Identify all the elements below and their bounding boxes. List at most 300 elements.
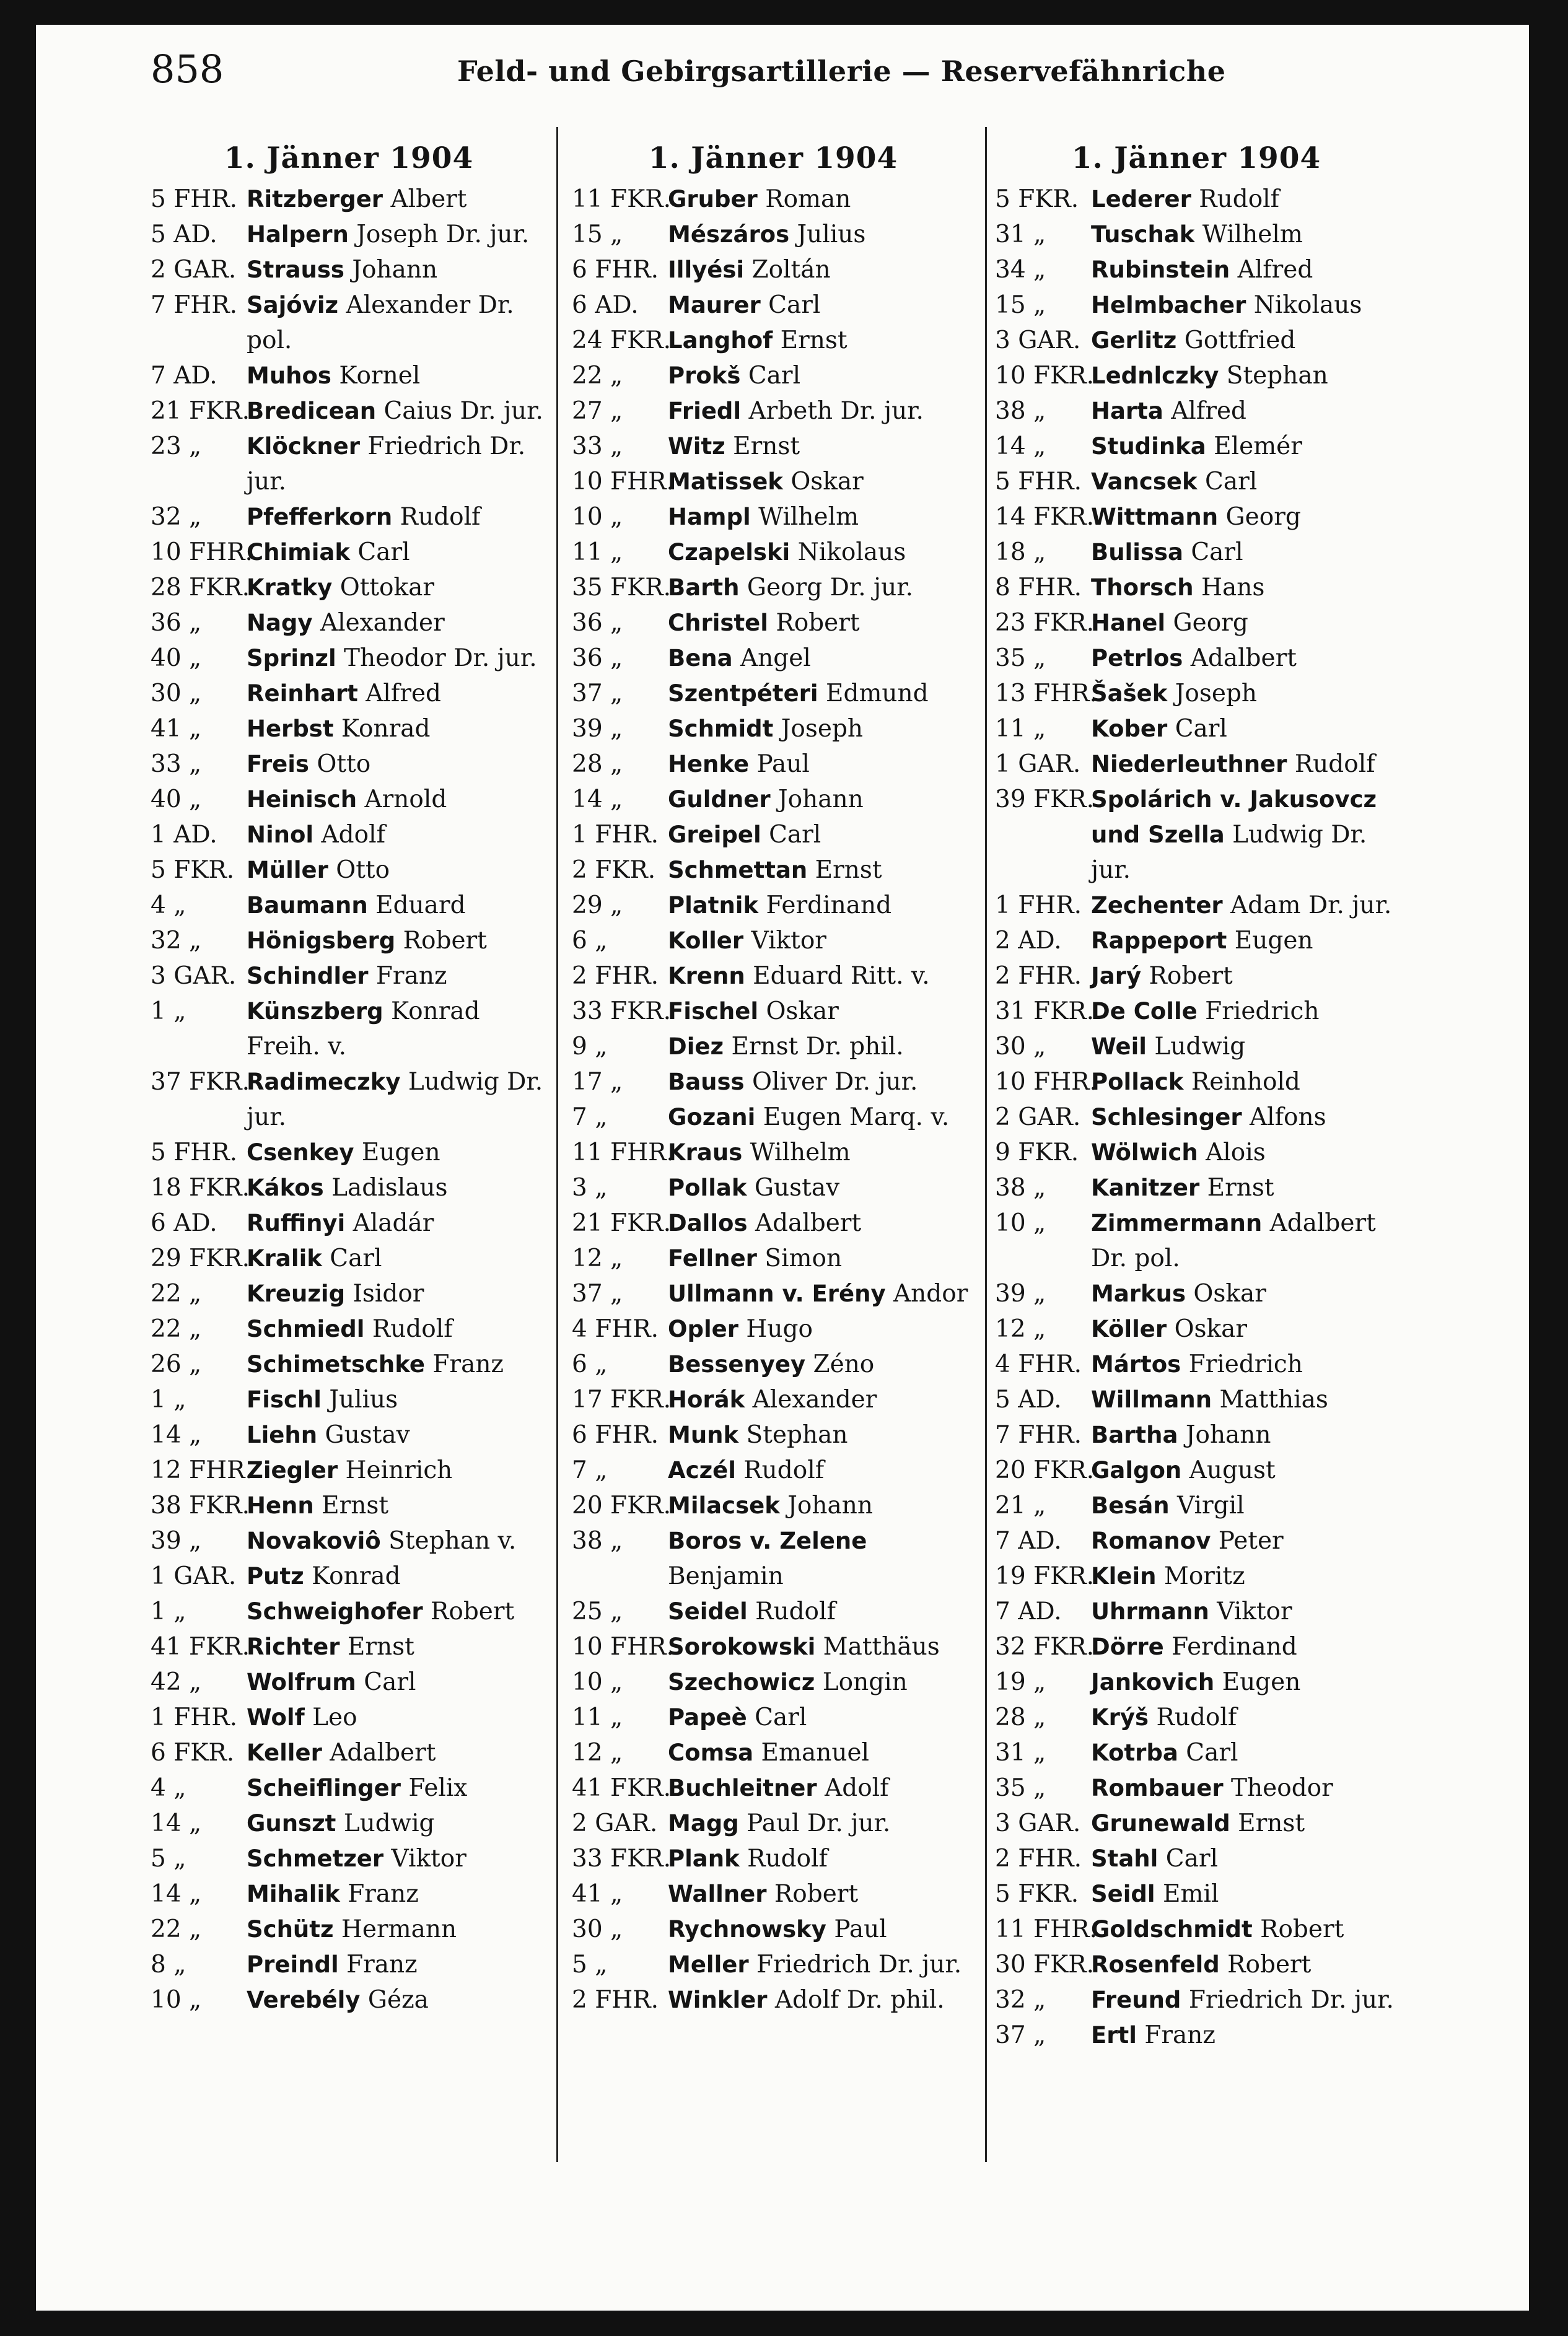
rank-unit [995,323,1091,358]
rank-unit [572,605,668,641]
person-name [668,1841,975,1876]
list-item [572,1629,975,1665]
surname: Wolfrum [247,1669,356,1695]
person-name [668,1488,975,1523]
unit-abbrev: „ [1033,1739,1046,1767]
rank-number: 14 [572,785,603,813]
surname: Schindler [247,963,369,989]
unit-abbrev: FHR. [595,821,659,849]
unit-abbrev: „ [173,1386,186,1414]
person-name [1091,1170,1398,1205]
given-names: Wilhelm [750,1139,851,1166]
list-item [572,994,975,1029]
unit-abbrev: „ [610,1668,623,1696]
rank-number: 4 [995,1350,1010,1378]
person-name [247,1488,547,1523]
rank-number: 21 [995,1492,1026,1520]
unit-abbrev: „ [610,1068,623,1096]
surname: Winkler [668,1987,768,2013]
person-name [668,1735,975,1770]
list-item [151,570,547,605]
person-name [668,1170,975,1205]
given-names: Géza [367,1986,429,2014]
rank-number: 9 [572,1033,587,1061]
unit-abbrev: „ [610,538,623,566]
surname: Mészáros [668,221,790,248]
person-name [1091,1064,1398,1100]
surname: Jarý [1091,963,1142,989]
surname: Schmetzer [247,1845,384,1872]
rank-number: 8 [151,1951,166,1979]
rank-unit [151,1453,253,1488]
surname: Munk [668,1422,739,1448]
list-item [572,605,975,641]
surname: Sprinzl [247,645,336,671]
given-names: August [1189,1456,1276,1484]
rank-unit [572,1347,668,1382]
rank-unit [995,1347,1091,1382]
rank-number: 25 [572,1598,603,1625]
rank-number: 14 [995,432,1026,460]
rank-unit [151,923,247,958]
rank-number: 32 [151,503,182,531]
rank-unit [572,1382,672,1417]
given-names: Joseph [781,715,864,743]
surname: Pfefferkorn [247,504,393,530]
given-names: Viktor [751,927,826,955]
given-names: Adalbert [1190,644,1297,672]
person-name [247,429,547,499]
given-names: Carl [364,1668,416,1696]
surname: Liehn [247,1422,318,1448]
rank-unit [572,287,668,323]
rank-unit [151,1876,247,1912]
rank-number: 2 [995,927,1010,955]
person-name [668,1100,975,1135]
rank-number: 10 [995,362,1026,390]
given-names: Johann [777,785,864,813]
list-item [572,323,975,358]
list-item [572,1488,975,1523]
list-item [572,464,975,499]
unit-abbrev: FKR. [1018,185,1079,213]
surname: Bessenyey [668,1351,806,1378]
rank-number: 17 [572,1386,603,1414]
given-names: Georg Dr. jur. [747,574,913,601]
rank-number: 31 [995,1739,1026,1767]
given-names: Carl [755,1704,807,1731]
person-name [668,1382,975,1417]
person-name [668,499,975,535]
unit-abbrev: FHR. [1033,1915,1097,1943]
rank-number: 31 [995,997,1026,1025]
list-item [572,641,975,676]
given-names: Arnold [364,785,447,813]
person-name [668,1982,975,2018]
rank-number: 2 [995,962,1010,990]
rank-unit [995,1417,1091,1453]
rank-unit [995,1912,1097,1947]
list-item [151,958,547,994]
unit-abbrev: FKR. [610,997,672,1025]
surname: Bulissa [1091,539,1183,566]
rank-number: 7 [995,1598,1010,1625]
list-item [572,1665,975,1700]
rank-number: 7 [572,1456,587,1484]
person-name [247,1559,547,1594]
list-item [995,464,1398,499]
person-name [668,182,975,217]
rank-number: 10 [572,1633,603,1661]
list-item [995,535,1398,570]
person-name [668,711,975,746]
list-item [151,1559,547,1594]
given-names: Felix [408,1774,468,1802]
rank-unit [151,287,247,323]
surname: Guldner [668,786,771,813]
unit-abbrev: AD. [1018,1386,1062,1414]
person-name [668,1205,975,1241]
surname: Lednlczky [1091,362,1219,389]
list-item [572,676,975,711]
list-item [995,1594,1398,1629]
list-item [572,746,975,782]
given-names: Julius [329,1386,398,1414]
unit-abbrev: „ [610,1704,623,1731]
rank-unit [151,182,247,217]
rank-unit [151,1594,247,1629]
unit-abbrev: „ [610,432,623,460]
rank-number: 22 [151,1915,182,1943]
rank-number: 10 [995,1068,1026,1096]
list-item [151,746,547,782]
column-3 [995,135,1398,2053]
given-names: Alfred [1171,397,1247,425]
person-name [247,994,547,1064]
list-item [572,217,975,252]
person-name [668,570,975,605]
surname: Fellner [668,1245,757,1272]
rank-unit [572,1700,668,1735]
list-item [151,358,547,393]
given-names: Isidor [353,1280,424,1308]
person-name [1091,1806,1398,1841]
rank-number: 10 [995,1209,1026,1237]
rank-number: 11 [572,538,603,566]
rank-unit [151,641,247,676]
person-name [1091,605,1398,641]
given-names: Alois [1206,1139,1266,1166]
rank-unit [572,1453,668,1488]
rank-number: 1 [151,1704,166,1731]
rank-unit [995,641,1091,676]
unit-abbrev: „ [610,362,623,390]
person-name [668,1523,975,1594]
surname: Greipel [668,821,761,848]
rank-unit [572,1205,672,1241]
unit-abbrev: „ [1033,1704,1046,1731]
surname: Willmann [1091,1386,1212,1413]
rank-unit [572,994,672,1029]
unit-abbrev: FKR. [1033,609,1095,637]
rank-number: 6 [151,1739,166,1767]
rank-unit [572,1912,668,1947]
person-name [668,1311,975,1347]
rank-unit [995,252,1091,287]
rank-number: 20 [995,1456,1026,1484]
person-name [668,1947,975,1982]
rank-unit [151,252,247,287]
rank-number: 41 [572,1880,603,1908]
rank-number: 21 [572,1209,603,1237]
given-names: Oskar [1174,1315,1248,1343]
given-names: Matthäus [823,1633,940,1661]
unit-abbrev: „ [1033,1492,1046,1520]
rank-unit [995,182,1091,217]
unit-abbrev: „ [189,1915,202,1943]
unit-abbrev: „ [189,1986,202,2014]
rank-unit [151,429,247,464]
given-names: Carl [768,291,821,319]
given-names: Eugen Marq. v. [763,1103,950,1131]
rank-unit [151,1770,247,1806]
rank-number: 32 [995,1633,1026,1661]
unit-abbrev: „ [1033,256,1046,284]
rank-number: 39 [572,715,603,743]
list-item [995,1559,1398,1594]
unit-abbrev: „ [189,1350,202,1378]
rank-unit [995,1770,1091,1806]
column-2 [572,135,975,2018]
rank-unit [572,570,672,605]
rank-number: 33 [572,1845,603,1873]
rank-unit [572,535,668,570]
list-item [151,711,547,746]
rank-unit [151,1665,247,1700]
person-name [668,464,975,499]
person-name [247,852,547,888]
list-item [995,1876,1398,1912]
rank-number: 41 [572,1774,603,1802]
column-heading: 1. Jänner 1904 [648,141,898,175]
rank-number: 40 [151,785,182,813]
list-item [995,1135,1398,1170]
person-name [1091,923,1398,958]
list-item [151,923,547,958]
rank-unit [995,358,1095,393]
person-name [247,746,547,782]
rank-unit [995,1806,1091,1841]
list-item [572,1841,975,1876]
unit-abbrev: „ [1033,1033,1046,1061]
person-name [1091,1947,1398,1982]
given-names: Albert [390,185,467,213]
rank-number: 6 [572,291,587,319]
given-names: Robert [430,1598,515,1625]
rank-number: 14 [151,1421,182,1449]
rank-number: 22 [572,362,603,390]
unit-abbrev: „ [189,680,202,707]
surname: Rappeport [1091,927,1227,954]
surname: Henn [247,1492,314,1519]
given-names: Rudolf [372,1315,453,1343]
rank-unit [572,1311,668,1347]
person-name [1091,746,1398,782]
person-name [247,1311,547,1347]
rank-unit [995,217,1091,252]
rank-number: 18 [151,1174,182,1202]
surname: Kralik [247,1245,322,1272]
list-item [572,287,975,323]
given-names: Arbeth Dr. jur. [748,397,924,425]
document-page [36,25,1529,2311]
given-names: Oliver Dr. jur. [751,1068,918,1096]
rank-unit [151,570,250,605]
rank-unit [995,570,1091,605]
surname: Scheiflinger [247,1775,401,1801]
rank-unit [995,464,1091,499]
person-name [668,1029,975,1064]
given-names: Paul Dr. jur. [747,1809,891,1837]
given-names: Emanuel [761,1739,870,1767]
list-item [995,1947,1398,1982]
list-item [151,1912,547,1947]
person-name [668,535,975,570]
person-name [247,605,547,641]
surname: Platnik [668,892,759,919]
list-item [572,1912,975,1947]
surname: Schimetschke [247,1351,425,1378]
list-item [995,923,1398,958]
surname: Schütz [247,1916,334,1943]
surname: Langhof [668,327,773,354]
surname: Schweighofer [247,1598,423,1625]
unit-abbrev: FKR. [173,1739,235,1767]
surname: Rombauer [1091,1775,1224,1801]
rank-number: 23 [151,432,182,460]
person-name [247,782,547,817]
given-names: Eduard Ritt. v. [753,962,930,990]
rank-number: 10 [572,468,603,496]
rank-number: 28 [151,574,182,601]
given-names: Alfred [366,680,442,707]
rank-unit [572,676,668,711]
given-names: Ludwig [343,1809,435,1837]
person-name [1091,1770,1398,1806]
list-item [151,1311,547,1347]
list-item [151,1665,547,1700]
unit-abbrev: GAR. [1018,750,1081,778]
person-name [247,570,547,605]
rank-unit [572,1594,668,1629]
unit-abbrev: FHR. [189,538,253,566]
list-item [151,1064,547,1135]
person-name [1091,1135,1398,1170]
given-names: Gottfried [1184,326,1296,354]
unit-abbrev: „ [1033,397,1046,425]
surname: Sajóviz [247,292,339,318]
rank-unit [151,1382,247,1417]
list-item [572,817,975,852]
surname: Rychnowsky [668,1916,826,1943]
column-heading: 1. Jänner 1904 [224,141,474,175]
person-name [247,1347,547,1382]
list-item [151,1417,547,1453]
rank-unit [572,746,668,782]
person-name [668,217,975,252]
rank-unit [151,1982,247,2018]
given-names: Carl [1186,1739,1238,1767]
surname: Koller [668,927,744,954]
column-2-entries [572,182,975,2018]
list-item [151,1523,547,1559]
list-item [572,182,975,217]
list-item [572,1735,975,1770]
person-name [1091,1700,1398,1735]
list-item [995,711,1398,746]
list-item [151,605,547,641]
given-names: Angel [740,644,811,672]
person-name [247,1912,547,1947]
given-names: Oskar [766,997,839,1025]
list-item [995,605,1398,641]
list-item [151,817,547,852]
list-item [995,287,1398,323]
person-name [247,393,547,429]
unit-abbrev: FHR. [595,1986,659,2014]
unit-abbrev: „ [1033,1209,1046,1237]
given-names: Friedrich Dr. jur. [1188,1986,1394,2014]
rank-number: 3 [572,1174,587,1202]
rank-unit [995,1488,1091,1523]
unit-abbrev: „ [173,1598,186,1625]
surname: Radimeczky [247,1069,401,1095]
given-names: Ludwig Dr. jur. [247,1068,543,1131]
list-item [151,1135,547,1170]
unit-abbrev: „ [173,1774,186,1802]
rank-unit [572,358,668,393]
list-item [995,1629,1398,1665]
rank-unit [151,1947,247,1982]
list-item [572,429,975,464]
surname: Zechenter [1091,892,1223,919]
list-item [995,994,1398,1029]
unit-abbrev: FHR. [173,185,238,213]
person-name [668,817,975,852]
surname: Lederer [1091,186,1191,212]
list-item [995,323,1398,358]
person-name [247,1064,547,1135]
surname: Stahl [1091,1845,1158,1872]
given-names: Carl [1165,1845,1218,1873]
rank-unit [572,182,672,217]
list-item [151,1806,547,1841]
surname: Milacsek [668,1492,780,1519]
unit-abbrev: „ [610,1915,623,1943]
unit-abbrev: FHR. [1018,1845,1082,1873]
surname: Richter [247,1634,340,1660]
rank-unit [151,1523,247,1559]
unit-abbrev: „ [610,785,623,813]
surname: Bredicean [247,398,377,424]
rank-number: 6 [572,256,587,284]
unit-abbrev: „ [610,715,623,743]
given-names: Kornel [339,362,421,390]
person-name [1091,570,1398,605]
rank-unit [572,782,668,817]
surname: Prokš [668,362,741,389]
rank-number: 29 [151,1245,182,1272]
